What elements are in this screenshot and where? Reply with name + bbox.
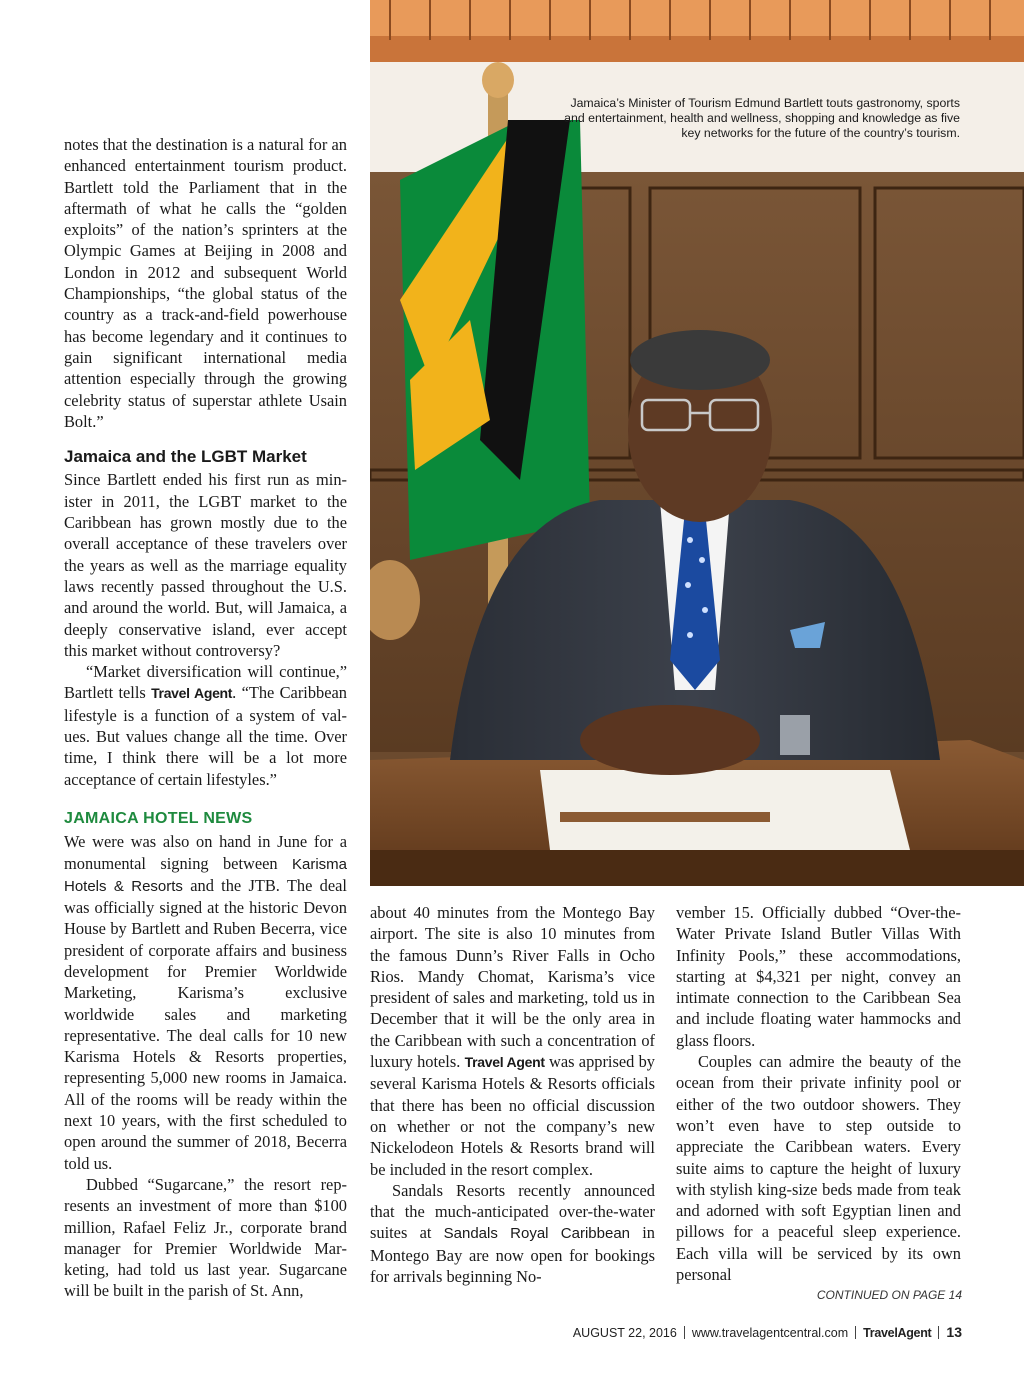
column-1 xyxy=(64,134,347,1302)
footer-divider xyxy=(855,1326,856,1339)
heading-lgbt-market: Jamaica and the LGBT Market xyxy=(64,447,307,467)
col1-p4-text-a: We were was also on hand in June for a monumental signing between xyxy=(64,832,347,873)
footer-divider xyxy=(684,1326,685,1339)
page-number: 13 xyxy=(946,1324,962,1340)
karisma-brand: Karisma Hotels & Resorts xyxy=(64,855,347,895)
col2-p2-text-b: in Montego Bay are now open for bookings for arrivals beginning No- xyxy=(370,1223,655,1287)
col3-paragraph-2: Couples can admire the beauty of the ocean from their private infinity pool or either of the two outdoor showers. They won’t even have to step outside to appreciate the Caribbean waters. Every suite aims to capture the height of luxury with stylish king-size beds made from teak and adorned with soft Egyptian linen and pillows for a peaceful sleep experience. Each villa will be serviced by its own personal xyxy=(676,1052,961,1285)
col1-paragraph-4 xyxy=(64,831,347,1174)
col2-paragraph-2 xyxy=(370,1180,655,1287)
footer-url[interactable]: www.travelagentcentral.com xyxy=(691,1326,849,1340)
col1-p3-text-a: “Market diversification will continue,” Bartlett tells xyxy=(64,662,347,703)
col1-paragraph-3 xyxy=(64,661,347,790)
cover-photo xyxy=(370,0,1024,886)
photo-caption: Jamaica’s Minister of Tourism Edmund Bartlett touts gastronomy, sports and entertainment, health and wellness, shopping and knowledge as five key networks for the future of the country’s tourism. xyxy=(564,96,960,140)
page-footer xyxy=(500,1324,962,1340)
footer-date: AUGUST 22, 2016 xyxy=(572,1326,677,1340)
travel-agent-brand: Travel Agent xyxy=(151,685,233,702)
column-2 xyxy=(370,902,655,1287)
footer-brand: TravelAgent xyxy=(863,1326,932,1340)
col2-p2-text-a: Sandals Resorts recently announced that the much-anticipated over-the-water suites at xyxy=(370,1180,655,1243)
travel-agent-brand: Travel Agent xyxy=(464,1054,545,1071)
col1-p3-text-b: . “The Caribbean lifestyle is a function of a system of values. But values change all the time. Over time, I think there will be a lot more acceptance of certain lifestyles.” xyxy=(64,683,347,789)
col1-p4-text-b: and the JTB. The deal was officially signed at the historic Devon House by Bartlett and Ruben Becerra, vice president of corporate affairs and business development for Premier Worldwide Marketing, Karisma’s exclusive worldwide sales and marketing representative. The deal calls for 10 new Karisma Hotels & Resorts properties, representing 5,000 new rooms in Jamaica. All of the rooms will be ready within the next 10 years, with the first scheduled to open around the summer of 2018, Becerra told us. xyxy=(64,875,347,1173)
col3-paragraph-1: vember 15. Officially dubbed “Over-the-Water Private Island Butler Villas With Infinity Pools,” these accommodations, starting at $4,321 per night, convey an intimate connection to the Caribbean Sea and include floating water hammocks and glass floors. xyxy=(676,903,961,1050)
col1-paragraph-5: Dubbed “Sugarcane,” the resort represents an investment of more than $100 million, Rafael Feliz Jr., corporate brand manager for Premier Worldwide Marketing, had told us last year. Sugarcane will be built in the parish of St. Ann, xyxy=(64,1174,347,1301)
col2-p1-text-b: was apprised by several Karisma Hotels & Resorts officials that there has been no official discussion on whether or not the company’s new Nickelodeon Hotels & Resorts brand will be included in the resort complex. xyxy=(370,1052,655,1179)
col1-paragraph-1: notes that the destination is a natural for an enhanced entertainment tourism product. Bartlett told the Parliament that in the aftermath of what he calls the “golden exploits” of the nation’s sprinters at the Olympic Games at Beijing in 2008 and London in 2012 and subsequent World Championships, “the global status of the country as a track-and-field powerhouse has become legendary and it continues to gain significant international media attention especially through the growing celebrity status of superstar athlete Usain Bolt.” xyxy=(64,135,347,431)
sandals-brand: Sandals Royal Caribbean xyxy=(443,1225,631,1243)
heading-hotel-news: JAMAICA HOTEL NEWS xyxy=(64,809,253,827)
footer-divider xyxy=(938,1326,939,1339)
column-3 xyxy=(676,902,961,1285)
col1-paragraph-2: Since Bartlett ended his first run as minister in 2011, the LGBT market to the Caribbean has grown mostly due to the overall acceptance of these travelers over the years as well as the marriage equality laws recently passed throughout the U.S. and around the world. But, will Jamaica, a deeply conservative island, ever accept this market without controversy? xyxy=(64,470,347,660)
col2-paragraph-1 xyxy=(370,902,655,1180)
continued-on-page: CONTINUED ON PAGE 14 xyxy=(816,1288,962,1302)
col2-p1-text-a: about 40 minutes from the Montego Bay airport. The site is also 10 minutes from the famous Dunn’s River Falls in Ocho Rios. Mandy Chomat, Karisma’s vice president of sales and marketing, told us in December that it will be the only area in the Caribbean with such a concentration of luxury hotels. xyxy=(370,903,655,1072)
